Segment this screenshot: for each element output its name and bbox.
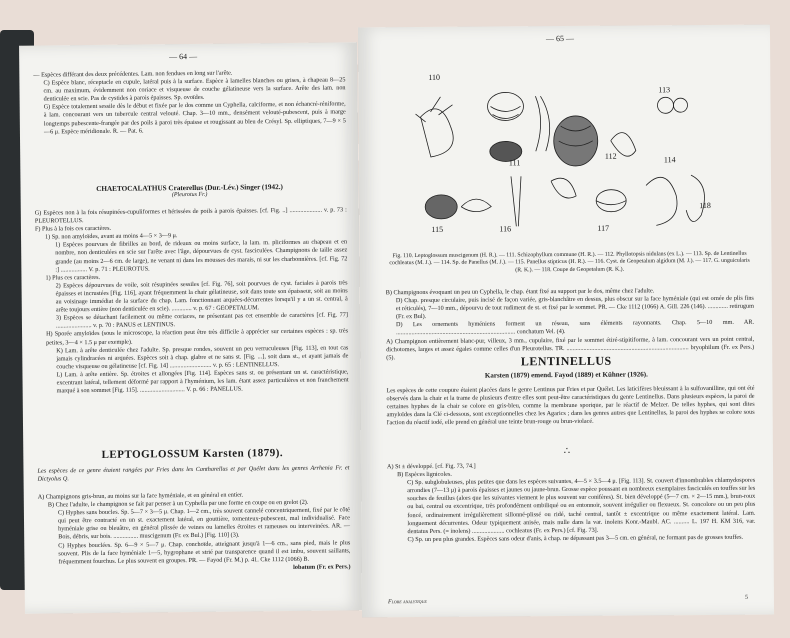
paragraph: B) Espèces lignicoles. [397, 470, 452, 479]
figure-label: 116 [499, 224, 512, 234]
figure-label: 111 [508, 158, 521, 168]
paragraph: 1) Plus ces caractères. [45, 273, 101, 282]
paragraph: — Espèces différant des deux précédentes. Lam. non fendues en long sur l'arête. [33, 69, 233, 79]
genus-intro-leptoglossum: Les espèces de ce genre étaient rangées par Fries dans les Cantharellus et par Quélet dans les genres Arrhenia Fr. et Dictyolus Q. [37, 464, 350, 483]
left-text-block-2 [35, 206, 349, 395]
paragraph: A) St ± développé. [cf. Fig. 73, 74.] [386, 462, 476, 471]
paragraph: C) Espèce blanc, réceptacle en cupule, latéral puis à la surface. Espèce à lamelles blanches ou grises, à chapeau 8—25 cm. au maximum, évidemment non coriace et visqueuse de couche gélatineuse vers la surface. Arête des lam. non denticulée en scie. Pas de cystides à parois épaisses. Sp. ovoïdes. [43, 76, 346, 103]
paragraph: L) Lam. à arête entière. Sp. étroites et allongées [Fig. 114]. Espèces sans st. ou présentant un st. caractéristique, excentrant latéral, tellement déformé par rapport à l'hyménium, les lam. étant assez particulières et non franchement marqué à son sommet [Fig. 115]. ............................. V. p. 66 : PANELLUS. [56, 368, 349, 395]
species-name: lobatum (Fr. ex Pers.) [293, 563, 351, 571]
paragraph: 2) Espèces dépourvues de voile, soit résupinées sessiles [cf. Fig. 76], soit pourvues de cyst. faciales à parois très épaisses et incrustées [Fig. 116], ayant fréquemment la chair gélatineuse, soit dans toute son épaisseur, soit au moins au voisinage immédiat de la surface du chap. Lam. fonctionnant arquées-décurrentes lorsqu'il y a un st. central, à arête toujours entière (non denticulée en scie). ............. v. p. 67 : GEOPETALUM. [55, 279, 348, 314]
paragraph: B) Chez l'adulte, le champignon se fait par penser à un Cyphella par une forme en coupe ou en grelot (2). [47, 498, 309, 509]
figure-label: 114 [663, 155, 676, 165]
paragraph: C) Sp. un peu plus grandes. Espèces sans odeur d'anis, à chap. ne dépassant pas 3—5 cm. en général, ne formant pas de grosses touffes. [407, 533, 744, 543]
paragraph: C) Hyphes bouclées. Sp. 6—9 × 5—7 μ. Chap. conchoïde, atteignant jusqu'à 1—6 cm., sans pied, mais le plus souvent. Plis de la face hyméniale 1—5, hygrophane et strié par transparence quand il est imbu, souvent saillants, fréquemment fourchus. Le plus souvent en groupes. PR. — Fayod (Fr. M.) p. 41. Cke 1112 (1066) B. [58, 538, 351, 566]
paragraph: G) Espèces non à la fois résupinées-cupuliformes et hérissées de poils à parois épaisses. [cf. Fig. ..] ..................... v. p. 73 : PLEUROTELLUS. [34, 206, 347, 225]
paragraph: G) Espèce totalement sessile dès le début et fixée par le dos comme un Cyphella, calciforme, et non échancré-réniforme, à lam. concourant vers un tubercule central velouté. Chap. 3—10 mm., densément velouté-pubescent, puis à marge longtemps pubescente-frangée par des poils à paroi très épaisse et rougissant au bleu de Crésyl. Sp. elliptiques, 7—9 × 5—6 μ. Espèce méridionale. R. — Pat. 6. [43, 100, 346, 136]
genus-subheading: Karsten (1879) emend. Fayod (1889) et Kühner (1926). [484, 370, 648, 380]
paragraph: 1) Espèces pourvues de fibrilles au bord, de rideaux ou moins surface, la lam. m. pliciformes au chapeau et en nombre, non denticulées en scie sur l'arête avec l'âge, dépourvues de cyst. fasciculées. Champignons de taille assez grande (au moins 2—6 cm. de large), ne venant ni dans les mousses des marais, ni sur les charbonnières. [cf. Fig. 72 :] ................. V. p. 71 : PLEUROTUS. [55, 238, 348, 274]
paragraph: A) Champignon entièrement blanc-pur, villeux, 3 mm., cupulaire, fixé par le sommet étiré-stipitiforme, à lam. concourant vers un point central, dichotomes, larges et assez égales comme celles d'un Pleurotellus. TR. ............................................................................... bryophilum (Fr. ex Pers.) (5). [386, 335, 755, 362]
paragraph: 3) Espèces se détachant facilement ou même coriaces, ne présentant pas cet ensemble de caractères [cf. Fig. 77] ....................... v. p. 70 : PANUS et LENTINUS. [55, 311, 348, 330]
paragraph: D) Chap. presque circulaire, puis incisé de façon variée, gris-blanchâtre en dessus, plus obscur sur la face hyméniale (qui est ornée de plis fins et réticulés), 7—10 mm., dépourvu de tout rudiment de st. et fixé par le sommet. PR. — Cke 1112 (1066) A. Gill. 226 (146). ............. retirugum (Fr. ex Bul). [395, 294, 754, 321]
genus-intro-lentinellus: Les espèces de cette coupure étaient placées dans le genre Lentinus par Fries et par Quélet. Les laticifères bleuissant à la sulfovanilline, qui ont été observés dans la chair et la trame de plusieurs d'entre elles sont peut-être caractéristiques du genre Lentinellus. Dans plusieurs espèces, la paroi de certaines hyphes de la chair se colore en gris-bleu, comme la membrane sporique, par le réactif de Melzer. De telles hyphes, qui sont dites amyloïdes dans la Clé ci-dessous, sont exceptionnelles chez les Agarics ; dans les genres autres que Lentinellus, la paroi des hyphes se colore sous l'action du réactif iodé, elle prend en général une teinte brun-rouge ou brun-violacé. [386, 384, 755, 427]
figure-label: 112 [604, 151, 617, 161]
paragraph: H) Sporée amyloïdes (sous le microscope, la réaction peut être très difficile à apprécier sur certaines espèces : sp. très petites, 3—4 × 1.5 μ par exemple). [46, 327, 349, 347]
paragraph: C) Sp. subglobuleuses, plus petites que dans les espèces suivantes, 4—5 × 3.5—4 μ. [Fig. 113]. St. couvert d'innombrables chlamydospores arrondies (7—13 μ) à parois épaisses et jaunes ou jaune-brun. Grosse espèce poussant en nombreux exemplaires fasciculés en touffes sur les souches de feuillus (alors que les suivantes viennent le plus souvent sur conifères). St. bien développé (5—7 cm. × 2—15 mm.), brun-roux ou bai, central ou excentrique, très profondément ombiliqué ou en entonnoir, souvent irrégulier ou flexueux. St. concolore ou un peu plus foncé, ordinairement irrégulièrement sillonné-plissé ou ridé, taché central, tantôt ± excentrique ou même exactement latéral. Lam. longuement décurrentes. Odeur typiquement anisée, mais nulle dans la var. inolens Konr.-Maubl. AC. .......... L. 197 H. KM 316, var. dentatus Pers. (= inolens) ..................... cochleatus (Fr. ex Pers.) [cf. Fig. 73]. [407, 476, 756, 535]
paragraph: B) Champignons évoquant un peu un Cyphella, le chap. étant fixé au support par le dos, même chez l'adulte. [385, 287, 655, 297]
right-page [358, 25, 774, 618]
figure-label: 110 [428, 72, 441, 82]
page-number-left: — 64 — [169, 51, 198, 62]
paragraph: K) Lam. à arête denticulée chez l'adulte. Sp. presque rondes, souvent un peu verruculeuses [Fig. 113], en tout cas jamais cylindracées ni arquées. Espèces soit à chap. glabre et ne sans st. [Fig. ...], soit dans st., et ayant jamais de couche visqueuse ou gélatineuse [cf. Fig. 14] ........................... v. p. 65 : LENTINELLUS. [56, 343, 349, 371]
section-divider-dots: ∴ [563, 445, 571, 458]
figure-label: 115 [431, 224, 444, 234]
genus-heading-chaetocalathus: CHAETOCALATHUS Craterellus (Dur.-Lév.) Singer (1942.) (Pleurotus Fr.) [96, 183, 283, 199]
left-page [19, 42, 363, 614]
figure-label: 118 [699, 200, 711, 211]
figure-label: 113 [658, 85, 671, 95]
genus-heading-lentinellus: LENTINELLUS [520, 353, 612, 369]
figure-caption: Fig. 110. Leptoglossum muscigenum (H. R.). — 111. Schizophyllum commune (H. R.). — 112. Phyllotopsis nidulans (ex L.). — 113. Sp. de Lentinellus cochleatus (M. J.). — 114. Sp. de Panellus (M. J.). — 115. Panellus stipticus (H. R.). — 116. Cyst. de Geopetalum algidum (M. J.). — 117. G. unguicularis (R. K.). — 118. Coupe de Geopetalum (R. K.). [389, 250, 750, 274]
left-text-block-1 [33, 68, 346, 136]
figure-label: 117 [597, 223, 610, 233]
paragraph: 1) Sp. non amyloïdes, avant au moins 4—5 × 3—9 μ. [45, 232, 178, 241]
paragraph: C) Hyphes sans boucles. Sp. 5—7 × 3—5 μ. Chap. 1—2 cm., très souvent cannelé concentriquement, fixé par le côté qui peut être contracté en un st. exactement latéral, en gouttière, tomenteux-pubescent, mal individualisé. Face hyméniale grise ou bleuâtre, en général plissée de veines ou lamelles étroites et rameuses ou interveinées. AR. — Bois, débris, sur bois. ................ muscigenum (Fr. ex Bul.) [Fig. 110] (3). [57, 506, 351, 541]
figure-fungi-drawings [410, 65, 741, 247]
paragraph: F) Plus à la fois ces caractères. [34, 225, 112, 233]
genus-heading-leptoglossum: LEPTOGLOSSUM Karsten (1879). [101, 447, 284, 461]
page-number-right: — 65 — [545, 33, 575, 44]
right-text-block-2 [387, 461, 756, 545]
signature-number: 5 [744, 594, 748, 601]
paragraph: A) Champignons gris-brun, au moins sur la face hyméniale, et en général en entier. [37, 491, 244, 501]
right-text-block-1 [386, 287, 754, 362]
paragraph: D) Les ornements hyméniens forment un réseau, sans éléments rayonnants. Chap. 5—10 mm. AR. ............................................................................. conchatum Vel. (4). [395, 319, 755, 337]
left-text-block-3 [38, 490, 351, 574]
page-footer: Flore analytique [387, 598, 427, 606]
